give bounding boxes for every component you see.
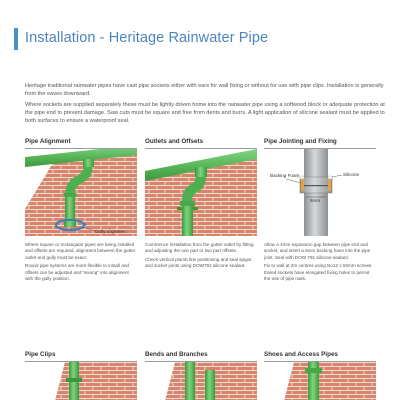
downpipe xyxy=(65,193,75,221)
shoes-access-illustration xyxy=(264,361,376,400)
outlets-offsets-caption xyxy=(145,242,257,272)
intro-paragraph-1: Heritage traditional rainwater pipes have cast pipe sockets either with ears for wall fixing or without for use with pipe clips. Installation is generally from the eaves downward. xyxy=(25,83,384,97)
section-title-outlets-offsets: Outlets and Offsets xyxy=(145,138,204,145)
caption-paragraph: Round pipe systems are more flexible to install and offsets can be adjusted and "swung" into alignment with the gully position. xyxy=(25,263,129,281)
caption-paragraph: Where square or rectangular pipes are being installed and offsets are required, alignment between the gutter outlet and gully must be exact. xyxy=(25,242,136,260)
socket-ear xyxy=(177,207,182,210)
caption-paragraph: Fix to wall at 2m centres using No12 x 50mm screws. Eared sockets have elongated fixing holes to permit the use of pipe nails. xyxy=(264,263,373,281)
downpipe xyxy=(308,362,319,400)
pipe-socket xyxy=(180,201,195,206)
branch-pipe xyxy=(205,370,215,400)
gap-label: 6mm xyxy=(310,198,321,203)
section-title-pipe-jointing: Pipe Jointing and Fixing xyxy=(264,138,337,145)
caption-paragraph: Commence installation from the gutter outlet by fitting and adjusting the one part or two part offsets. xyxy=(145,242,254,254)
backing-label: Backing Foam xyxy=(270,173,300,178)
backing-foam xyxy=(301,179,304,191)
gutter-outlet xyxy=(83,159,94,167)
downpipe xyxy=(185,362,195,400)
pipe-clip xyxy=(66,378,82,382)
pipe-jointing-illustration xyxy=(264,148,376,236)
section-title-pipe-alignment: Pipe Alignment xyxy=(25,138,71,145)
pipe-jointing-caption xyxy=(264,242,376,285)
intro-paragraph-2: Where sockets are supplied separately these must be lightly driven home into the rainwater pipe using a softwood block or adequate protection at the pipe end to prevent damage. Saw cuts must be square and free from dents and burrs. A light application of silicone sealant must be applied to both surfaces to ensure a waterproof seal. xyxy=(25,102,385,124)
title-accent-bar xyxy=(14,28,18,50)
pipe-alignment-caption xyxy=(25,242,137,285)
pipe-alignment-illustration xyxy=(25,148,137,236)
outlets-offsets-illustration xyxy=(145,148,257,236)
downpipe xyxy=(182,201,193,236)
socket-ear xyxy=(193,207,198,210)
access-pipe-socket xyxy=(305,368,322,373)
page-title: Installation - Heritage Rainwater Pipe xyxy=(25,30,269,46)
section-title-bends-branches: Bends and Branches xyxy=(145,351,208,358)
caption-paragraph: Allow a 4mm expansion gap between pipe end and socket, and insert a 6mm backing foam into the pipe joint. Seal with DOW 791 silicone sealant. xyxy=(264,242,371,260)
pipe-clips-illustration xyxy=(25,361,137,400)
silicone-bead xyxy=(300,176,304,179)
silicone-label: Silicone xyxy=(343,172,360,177)
gully-alignment-label: Gully alignment xyxy=(95,229,127,234)
expansion-gap xyxy=(304,185,328,186)
section-title-shoes-access: Shoes and Access Pipes xyxy=(264,351,338,358)
section-title-pipe-clips: Pipe Clips xyxy=(25,351,56,358)
caption-paragraph: Check vertical plumb line positioning and seal spigot and socket joints using DOW791 silicone sealant. xyxy=(145,257,252,269)
intro-text xyxy=(25,82,387,128)
gully xyxy=(64,221,76,227)
bends-branches-illustration xyxy=(145,361,257,400)
brick-wall xyxy=(284,362,376,400)
gutter-outlet xyxy=(195,167,207,177)
